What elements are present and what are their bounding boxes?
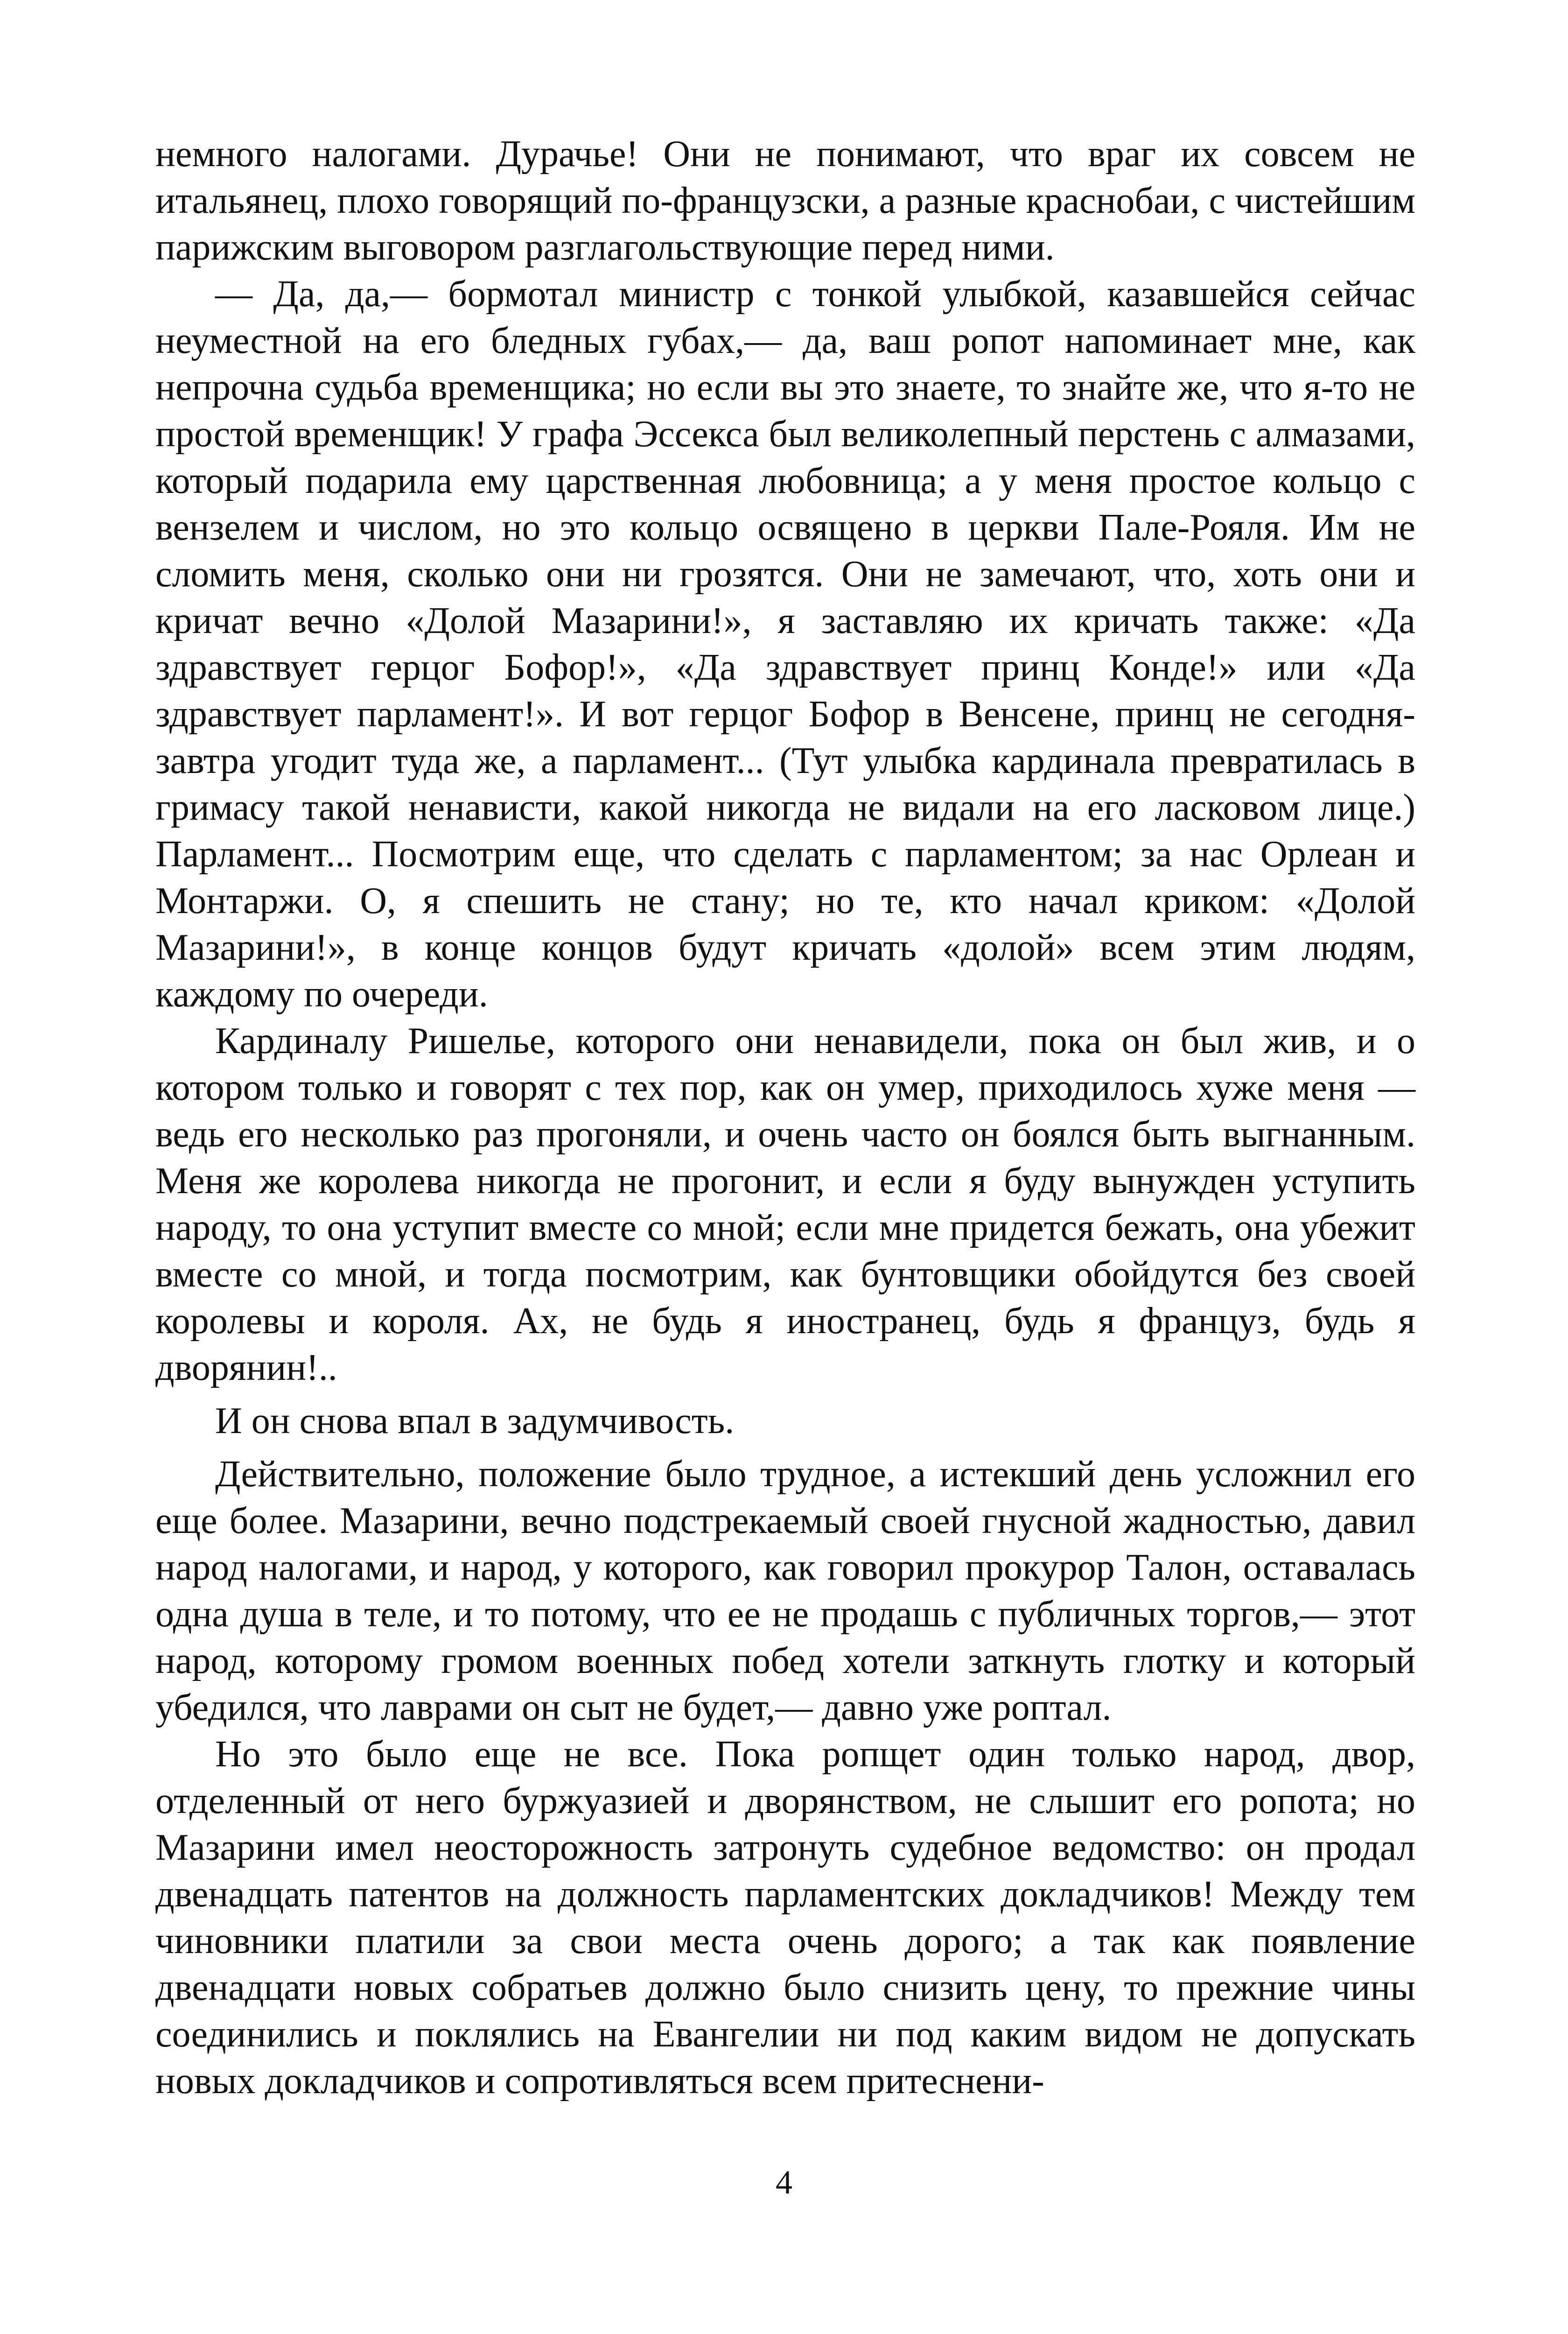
paragraph-richelieu: Кардиналу Ришелье, которого они ненавидели, пока он был жив, и о котором только и говорят с тех пор, как он умер, приходилось хуже меня —ведь его несколько раз прогоняли, и очень часто он боялся быть выгнанным. Меня же королева никогда не прогонит, и если я буду вынужден уступить народу, то она уступит вместе со мной; если мне придется бежать, она убежит вместе со мной, и тогда посмотрим, как бунтовщики обойдутся без своей королевы и короля. Ах, не будь я иностранец, будь я француз, будь я дворянин!.. (155, 1020, 1415, 1388)
page-number: 4 (776, 2164, 792, 2201)
paragraph-reverie: И он снова впал в задумчивость. (215, 1400, 735, 1441)
paragraph-minister-speech: — Да, да,— бормотал министр с тонкой улыбкой, казавшейся сейчас неуместной на его бледных губах,— да, ваш ропот напоминает мне, как непрочна судьба временщика; но если вы это знаете, то знайте же, что я-то не простой временщик! У графа Эссекса был великолепный перстень с алмазами, который подарила ему царственная любовница; а у меня простое кольцо с вензелем и числом, но это кольцо освящено в церкви Пале-Рояля. Им не сломить меня, сколько они ни грозятся. Они не замечают, что, хоть они и кричат вечно «Долой Мазарини!», я заставляю их кричать также: «Да здравствует герцог Бофор!», «Да здравствует принц Конде!» или «Да здравствует парламент!». И вот герцог Бофор в Венсене, принц не сегодня-завтра угодит туда же, а парламент... (Тут улыбка кардинала превратилась в гримасу такой ненависти, какой никогда не видали на его ласковом лице.) Парламент... Посмотрим еще, что сделать с парламентом; за нас Орлеан и Монтаржи. О, я спешить не стану; но те, кто начал криком: «Долой Мазарини!», в конце концов будут кричать «долой» всем этим людям, каждому по очереди. (155, 274, 1415, 1015)
paragraph-situation: Действительно, положение было трудное, а истекший день усложнил его еще более. Мазарини, вечно подстрекаемый своей гнусной жадностью, давил народ налогами, и народ, у которого, как говорил прокурор Талон, оставалась одна душа в теле, и то потому, что ее не продашь с публичных торгов,— этот народ, которому громом военных побед хотели заткнуть глотку и который убедился, что лаврами он сыт не будет,— давно уже роптал. (155, 1454, 1415, 1728)
body-text (155, 131, 1415, 2104)
paragraph-parliament: Но это было еще не все. Пока ропщет один только народ, двор, отделенный от него буржуазией и дворянством, не слышит его ропота; но Мазарини имел неосторожность затронуть судебное ведомство: он продал двенадцать патентов на должность парламентских докладчиков! Между тем чиновники платили за свои места очень дорого; а так как появление двенадцати новых собратьев должно было снизить цену, то прежние чины соединились и поклялись на Евангелии ни под каким видом не допускать новых докладчиков и сопротивляться всем притеснени- (155, 1734, 1415, 2102)
paragraph-continuation: немного налогами. Дурачье! Они не понимают, что враг их совсем не итальянец, плохо говорящий по-французски, а разные краснобаи, с чистейшим парижским выговором разглагольствующие перед ними. (155, 134, 1415, 268)
